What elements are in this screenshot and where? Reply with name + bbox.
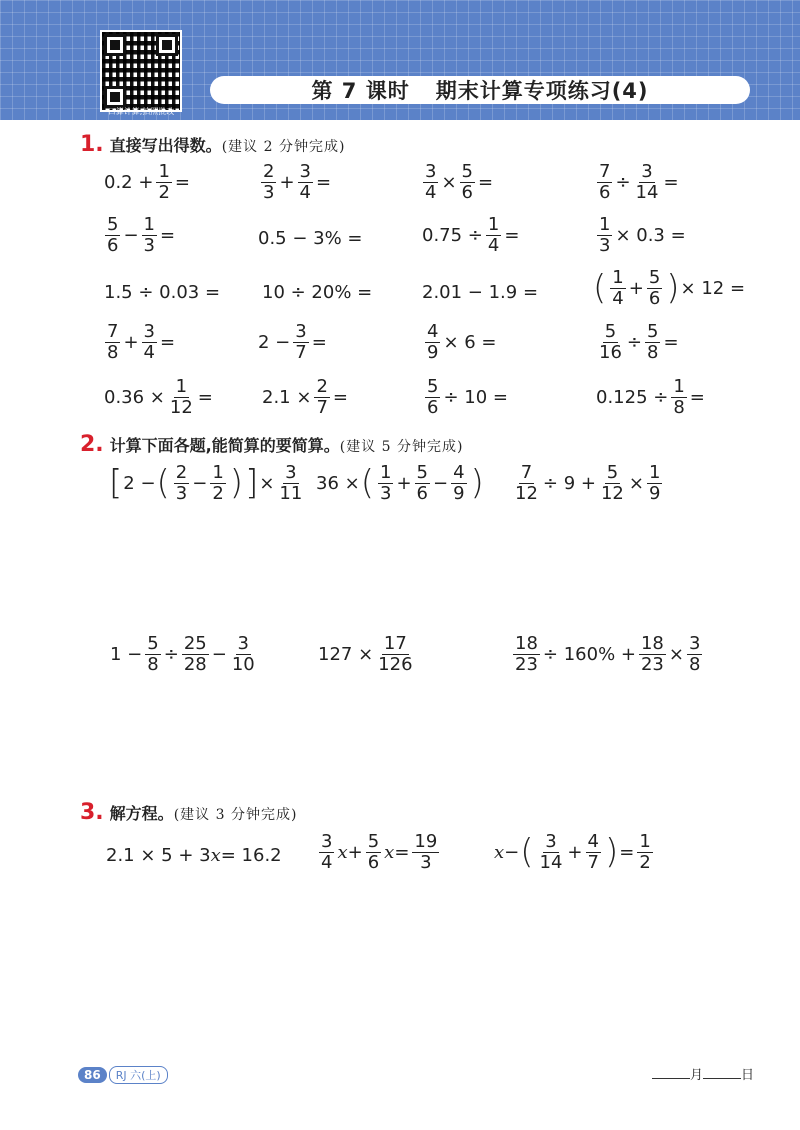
qr-caption: 口算计算,拍照批改 bbox=[107, 107, 175, 116]
oral-problem: 0.36 × 1 12 = bbox=[104, 376, 213, 418]
page-number: 86 bbox=[78, 1067, 107, 1083]
section-1-heading: 1. 直接写出得数。(建议 2 分钟完成) bbox=[80, 132, 346, 157]
title-bar bbox=[210, 76, 750, 104]
calc-problem: [ 2 − ( 2 3 − 1 2 ) ] × 3 11 bbox=[109, 462, 303, 504]
oral-problem: 2.01 − 1.9 = bbox=[422, 282, 539, 303]
page-title: 期末计算专项练习(4) bbox=[435, 79, 649, 103]
section-2-heading: 2. 计算下面各题,能简算的要简算。(建议 5 分钟完成) bbox=[80, 432, 464, 457]
calc-problem: 18 23 ÷ 160% + 18 23 × 3 8 bbox=[515, 633, 701, 675]
qr-code-icon[interactable] bbox=[100, 30, 182, 112]
oral-problem: 0.5 − 3% = bbox=[258, 228, 363, 249]
equation-problem: 3 4 x + 5 6 x = 19 3 bbox=[321, 831, 438, 873]
oral-problem: 1 3 × 0.3 = bbox=[599, 214, 686, 256]
oral-problem: 2 3 + 3 4 = bbox=[263, 161, 332, 203]
calc-problem: 7 12 ÷ 9 + 5 12 × 1 9 bbox=[515, 462, 661, 504]
oral-problem: 10 ÷ 20% = bbox=[262, 282, 373, 303]
oral-problem: ( 1 4 + 5 6 ) × 12 = bbox=[593, 267, 746, 309]
oral-problem: 5 6 − 1 3 = bbox=[107, 214, 176, 256]
section-3-heading: 3. 解方程。(建议 3 分钟完成) bbox=[80, 800, 298, 825]
oral-problem: 0.75 ÷ 1 4 = bbox=[422, 214, 520, 256]
calc-problem: 127 × 17 126 bbox=[318, 633, 413, 675]
calc-problem: 36 × ( 1 3 + 5 6 − 4 9 ) bbox=[316, 462, 484, 504]
calc-problem: 1 − 5 8 ÷ 25 28 − 3 10 bbox=[110, 633, 255, 675]
book-label: RJ 六(上) bbox=[109, 1066, 168, 1084]
oral-problem: 1.5 ÷ 0.03 = bbox=[104, 282, 221, 303]
page-header bbox=[0, 0, 800, 120]
oral-problem: 2.1 × 2 7 = bbox=[262, 376, 348, 418]
equation-problem: x − ( 3 14 + 4 7 ) = 1 2 bbox=[494, 831, 651, 873]
oral-problem: 4 9 × 6 = bbox=[427, 321, 497, 363]
equation-problem: 2.1 × 5 + 3 x = 16.2 bbox=[106, 845, 282, 866]
oral-problem: 7 8 + 3 4 = bbox=[107, 321, 176, 363]
date-field: 月 日 bbox=[652, 1064, 754, 1083]
oral-problem: 0.125 ÷ 1 8 = bbox=[596, 376, 705, 418]
page-footer bbox=[78, 1066, 168, 1084]
oral-problem: 5 6 ÷ 10 = bbox=[427, 376, 508, 418]
oral-problem: 3 4 × 5 6 = bbox=[425, 161, 494, 203]
oral-problem: 7 6 ÷ 3 14 = bbox=[599, 161, 679, 203]
lesson-number: 第 7 课时 bbox=[311, 79, 410, 103]
oral-problem: 2 − 3 7 = bbox=[258, 321, 327, 363]
oral-problem: 5 16 ÷ 5 8 = bbox=[599, 321, 679, 363]
oral-problem: 0.2 + 1 2 = bbox=[104, 161, 190, 203]
